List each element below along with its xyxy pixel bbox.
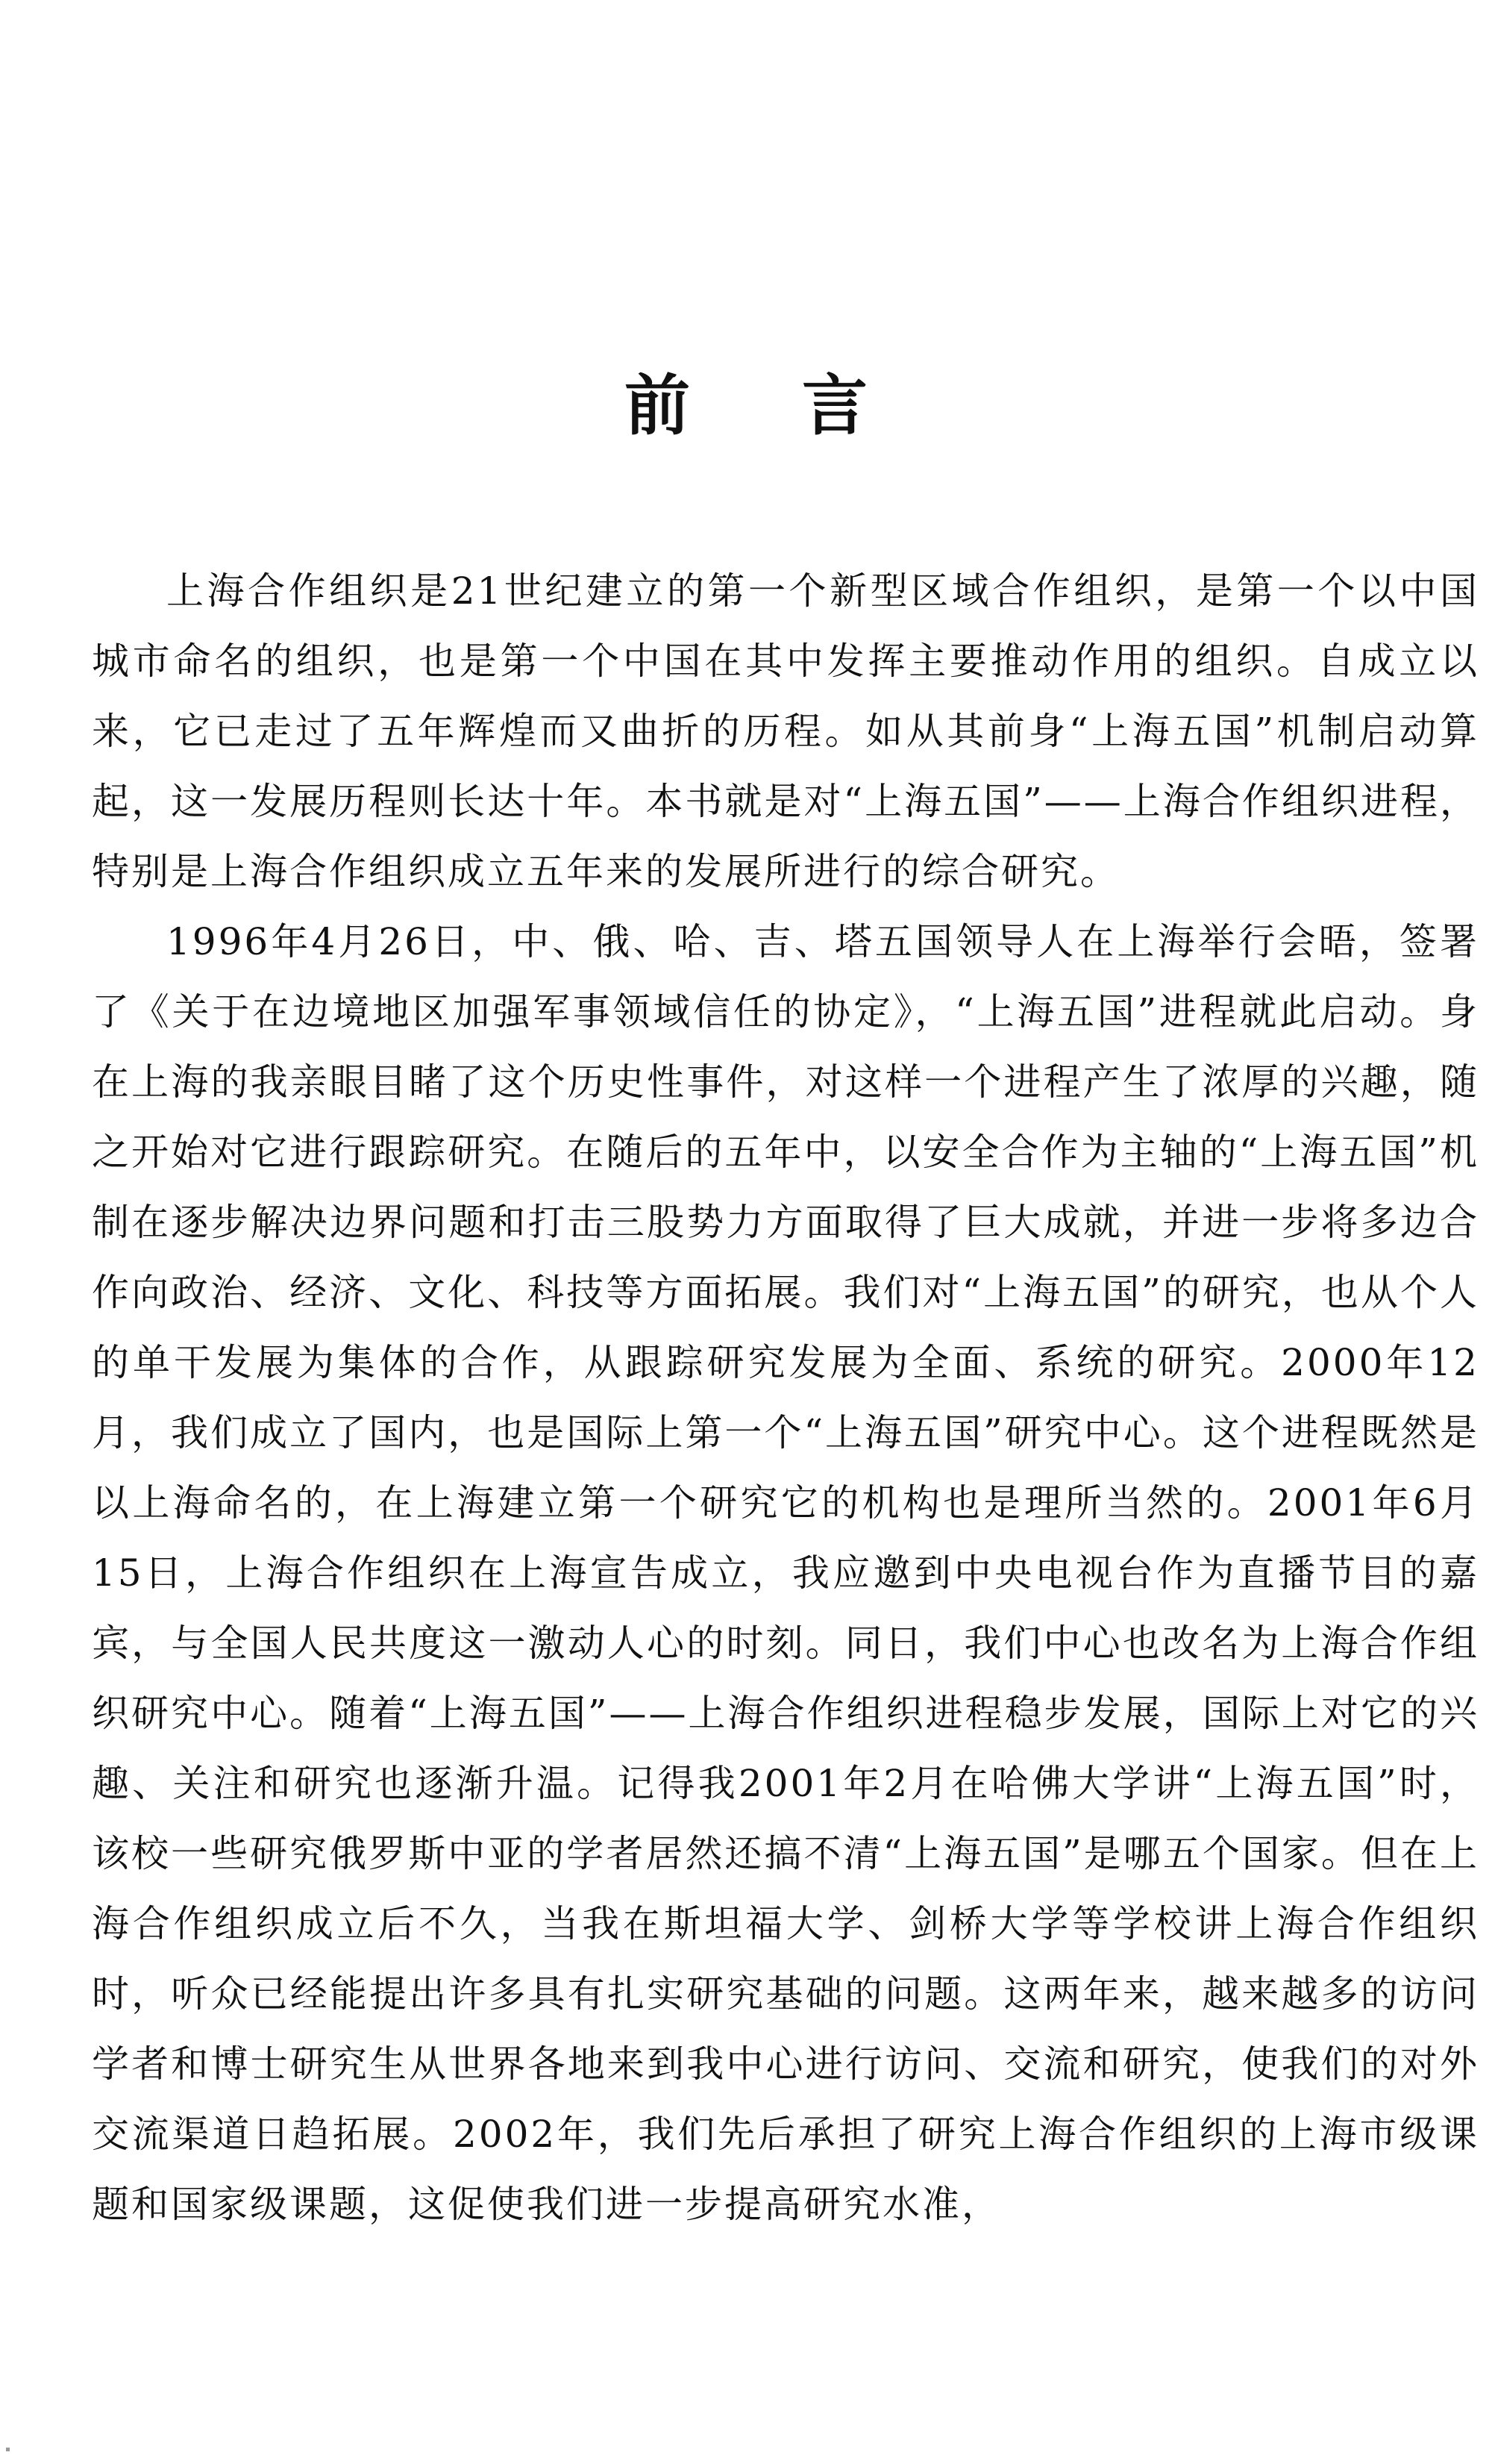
paragraph-2: 1996年4月26日，中、俄、哈、吉、塔五国领导人在上海举行会晤，签署了《关于在边境地区加强军事领域信任的协定》，“上海五国”进程就此启动。身在上海的我亲眼目睹了这个历史性事件，对这样一个进程产生了浓厚的兴趣，随之开始对它进行跟踪研究。在随后的五年中，以安全合作为主轴的“上海五国”机制在逐步解决边界问题和打击三股势力方面取得了巨大成就，并进一步将多边合作向政治、经济、文化、科技等方面拓展。我们对“上海五国”的研究，也从个人的单干发展为集体的合作，从跟踪研究发展为全面、系统的研究。2000年12月，我们成立了国内，也是国际上第一个“上海五国”研究中心。这个进程既然是以上海命名的，在上海建立第一个研究它的机构也是理所当然的。2001年6月15日，上海合作组织在上海宣告成立，我应邀到中央电视台作为直播节目的嘉宾，与全国人民共度这一激动人心的时刻。同日，我们中心也改名为上海合作组织研究中心。随着“上海五国”——上海合作组织进程稳步发展，国际上对它的兴趣、关注和研究也逐渐升温。记得我2001年2月在哈佛大学讲“上海五国”时，该校一些研究俄罗斯中亚的学者居然还搞不清“上海五国”是哪五个国家。但在上海合作组织成立后不久，当我在斯坦福大学、剑桥大学等学校讲上海合作组织时，听众已经能提出许多具有扎实研究基础的问题。这两年来，越来越多的访问学者和博士研究生从世界各地来到我中心进行访问、交流和研究，使我们的对外交流渠道日趋拓展。2002年，我们先后承担了研究上海合作组织的上海市级课题和国家级课题，这促使我们进一步提高研究水准， bbox=[92, 920, 1479, 2226]
body-text bbox=[92, 556, 1479, 2239]
paragraph-1: 上海合作组织是21世纪建立的第一个新型区域合作组织，是第一个以中国城市命名的组织，也是第一个中国在其中发挥主要推动作用的组织。自成立以来，它已走过了五年辉煌而又曲折的历程。如从其前身“上海五国”机制启动算起，这一发展历程则长达十年。本书就是对“上海五国”——上海合作组织进程，特别是上海合作组织成立五年来的发展所进行的综合研究。 bbox=[92, 569, 1479, 893]
page-title: 前言 bbox=[624, 366, 979, 444]
scan-mark bbox=[6, 2448, 10, 2451]
